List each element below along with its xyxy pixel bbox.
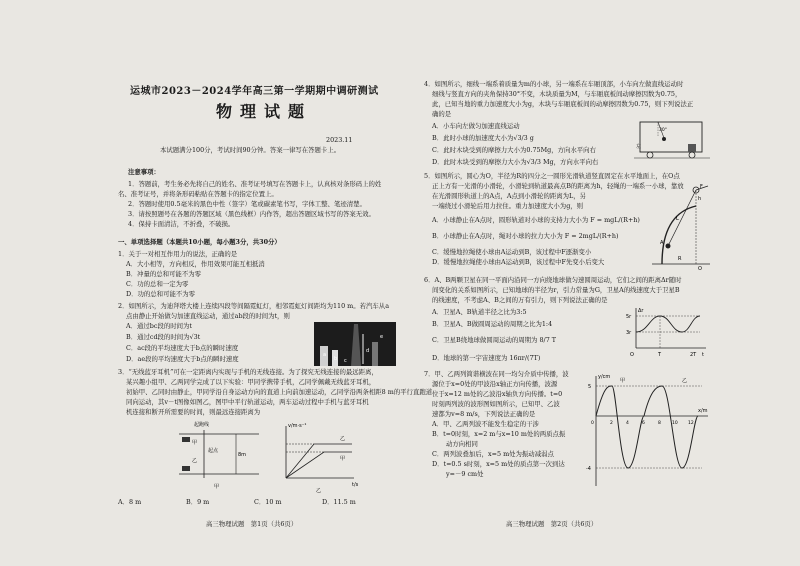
question-5-line: 正上方有一光滑的小滑轮，小滑轮到轨道最高点B的距离为h，轻绳的一端系一小球，靠放 xyxy=(432,182,684,190)
q2-label-e: e xyxy=(380,334,384,340)
question-2-line: 2．如图所示，为迪拜塔大楼上连续四段等间隔霓虹灯，相邻霓虹灯间距均为110 m。若汽车从a xyxy=(118,302,390,310)
question-5-line: 在光滑圆形轨道上的A点，A点到小滑轮的距离为L，另 xyxy=(432,192,587,200)
question-3-line: 机连接和断开所需要的时间，则最远连接距离为 xyxy=(126,408,261,416)
q3-option-a: A．8 m xyxy=(118,498,142,506)
q7-wave-graph xyxy=(586,372,712,490)
question-1-stem: 1．关于一对相互作用力的说法，正确的是 xyxy=(118,250,238,258)
q4-option-c: C．此时木块受到的摩擦力大小为0.75Mg，方向水平向右 xyxy=(432,146,596,154)
question-2-line: 点由静止开始做匀加速直线运动，通过ab段的时间为t，则 xyxy=(126,312,290,320)
q7-option-d: D．t=0.5 s时刻，x=5 m处的质点第一次到达 xyxy=(432,460,565,468)
q2-option-c: C．ac段的平均速度大于b点的瞬时速度 xyxy=(126,344,239,352)
q7-tick-8: 8 xyxy=(658,421,661,426)
q6-3r-label: 3r xyxy=(626,330,632,336)
q7-tick-6: 6 xyxy=(642,421,645,426)
exam-date: 2023.11 xyxy=(326,136,353,144)
question-4-line: 此，已知当地的重力加速度大小为g，木块与车厢底板间的动摩擦因数为0.75，则下列说法正 xyxy=(432,100,694,108)
q6-t-label: T xyxy=(658,352,662,358)
q4-option-a: A．小车向左做匀加速直线运动 xyxy=(432,122,520,130)
question-3-line: 某兴趣小组甲、乙两同学完成了以下实验：甲同学携带手机，乙同学佩戴无线蓝牙耳机， xyxy=(126,378,376,386)
question-7-line: 速都为v=8 m/s，下列说法正确的是 xyxy=(432,410,536,418)
q3-start-line-label: 起跑线 xyxy=(194,422,210,428)
q2-label-a: a xyxy=(323,352,327,358)
q1-option-c: C．功的总和一定为零 xyxy=(126,280,189,288)
q3-label-8m: 8m xyxy=(238,452,247,458)
q7-option-a: A．甲、乙两列波不能发生稳定的干涉 xyxy=(432,420,539,428)
q3-label-yi: 乙 xyxy=(192,458,198,464)
q5-option-c: C．缓慢地拉绳使小球由A运动到B，该过程中F逐渐变小 xyxy=(432,248,592,256)
q1-option-a: A．大小相等，方向相反，作用效果可能互相抵消 xyxy=(126,260,265,268)
q6-t-axis-label: t xyxy=(702,352,704,358)
q3-figures xyxy=(174,420,364,495)
q6-2t-label: 2T xyxy=(690,352,697,358)
exam-note: 本试题满分100分，考试时间90分钟。答案一律写在答题卡上。 xyxy=(160,146,341,154)
q6-origin-label: O xyxy=(630,352,634,358)
q2-tower-photo xyxy=(314,322,396,366)
q2-label-b: b xyxy=(334,356,338,362)
q1-option-b: B．冲量的总和可能不为零 xyxy=(126,270,201,278)
question-6-line: 的线速度，不考虑A、B之间的万有引力，则下列说法正确的是 xyxy=(432,296,608,304)
q7-wave-yi: 乙 xyxy=(682,378,688,384)
question-3-line: 3．“无线蓝牙耳机”可在一定距离内实现与手机的无线连接。为了探究无线连接的最远距离， xyxy=(118,368,378,376)
q3-graph-yi: 乙 xyxy=(340,436,346,442)
notice-item: 1．答题前，考生务必先将自己的姓名、准考证号填写在答题卡上，认真核对条形码上的姓 xyxy=(128,180,382,188)
question-7-line: 时刻两列波的波形图如图所示，已知甲、乙波 xyxy=(432,400,560,408)
q4-angle-label: 30° xyxy=(659,128,667,133)
question-4-line: 4．如图所示，细线一端系着质量为m的小球，另一端系在车厢顶部，小车向左做直线运动时 xyxy=(424,80,684,88)
q7-tick-12: 12 xyxy=(688,421,694,426)
q5-o-label: O xyxy=(698,266,702,270)
q7-tick-0: 0 xyxy=(591,421,594,426)
q7-option-c: C．两列波叠加后，x=5 m处为振动减弱点 xyxy=(432,450,554,458)
q4-left-label: 左 xyxy=(636,144,642,150)
q5-option-d: D．缓慢地拉绳使小球由A运动到B，该过程中F先变小后变大 xyxy=(432,258,605,266)
q7-tick-2: 2 xyxy=(610,421,613,426)
q6-dr-axis-label: Δr xyxy=(638,308,644,314)
question-3-line: 初始甲、乙同时由静止，甲同学沿自身运动方向的直道上向前加速运动，乙同学沿两条相距8 m的平行直跑道 xyxy=(126,388,433,396)
footer-left: 高三物理试题 第1页（共6页） xyxy=(206,520,298,528)
q7-y-neg4-label: -4 xyxy=(586,466,591,472)
q3-option-b: B．9 m xyxy=(186,498,210,506)
q6-option-d: D．地球的第一宇宙速度为 16πr/(7T) xyxy=(432,354,541,362)
q7-tick-10: 10 xyxy=(672,421,678,426)
q3-caption-yi: 乙 xyxy=(316,488,322,494)
q7-y-axis-label: y/cm xyxy=(598,374,611,380)
question-4-line: 确的是 xyxy=(432,110,452,118)
notice-item: 名、准考证号，并将条形码粘贴在答题卡的指定位置上。 xyxy=(118,190,278,198)
question-5-line: 5．如图所示，圆心为O，半径为R的四分之一圆形光滑轨道竖直固定在水平地面上，在O点 xyxy=(424,172,680,180)
q2-label-c: c xyxy=(344,358,347,364)
q7-option-d-cont: y=－9 cm处 xyxy=(446,470,484,478)
q5-l-label: L xyxy=(676,216,679,222)
q2-option-d: D．ae段的平均速度大于b点的瞬时速度 xyxy=(126,355,239,363)
q6-distance-graph xyxy=(624,306,708,358)
q4-option-d: D．此时木块受到的摩擦力大小为√3/3 Mg，方向水平向右 xyxy=(432,158,599,166)
q5-track-figure xyxy=(652,184,710,270)
q3-t-axis-label: t/s xyxy=(352,482,359,488)
footer-right: 高三物理试题 第2页（共6页） xyxy=(506,520,598,528)
notice-heading: 注意事项： xyxy=(128,168,160,176)
q5-r-label: R xyxy=(678,256,682,262)
q7-option-b: B．t=0时刻，x=2 m与x=10 m处的两质点振 xyxy=(432,430,566,438)
q2-option-b: B．通过cd段的时间为√3t xyxy=(126,333,201,341)
q5-h-label: h xyxy=(698,196,702,202)
notice-item: 4．保持卡面清洁，不折叠，不破损。 xyxy=(128,220,235,228)
q3-v-axis-label: v/m·s⁻¹ xyxy=(288,423,307,429)
right-column xyxy=(424,0,714,566)
q5-option-b: B．小球静止在A点时，绳对小球的拉力大小为 F = 2mgL/(R+h) xyxy=(432,232,619,240)
q6-option-a: A．卫星A、B轨道半径之比为3:5 xyxy=(432,308,527,316)
question-7-line: 位于x=12 m处的乙波沿x轴负方向传播。t=0 xyxy=(432,390,563,398)
left-column xyxy=(118,0,433,566)
q5-option-a: A．小球静止在A点时，圆形轨道对小球的支持力大小为 F = mgL/(R+h) xyxy=(432,216,640,224)
q3-label-start: 起点 xyxy=(208,448,219,454)
q2-label-d: d xyxy=(366,348,370,354)
q4-option-b: B．此时小球的加速度大小为√3/3 g xyxy=(432,134,534,142)
question-3-line: 同向运动，其v－t图像如图乙，图甲中平行轨道运动，两车运动过程中手机与蓝牙耳机 xyxy=(126,398,369,406)
q7-tick-4: 4 xyxy=(626,421,629,426)
question-4-line: 细线与竖直方向的夹角保持30°不变，木块质量为M，与车厢底板间动摩擦因数为0.75， xyxy=(432,90,682,98)
subject-title: 物理试题 xyxy=(216,102,313,121)
q7-x-axis-label: x/m xyxy=(698,408,708,414)
question-5-line: 一端绕过小滑轮后用力拉住。重力加速度大小为g，则 xyxy=(432,202,584,210)
q3-option-d: D．11.5 m xyxy=(322,498,356,506)
q3-option-c: C．10 m xyxy=(254,498,282,506)
q7-y-5-label: 5 xyxy=(588,384,592,390)
q3-graph-jia: 甲 xyxy=(340,456,346,462)
question-7-line: 7．甲、乙两列简谐横波在同一均匀介质中传播，波 xyxy=(424,370,569,378)
exam-title: 运城市2023－2024学年高三第一学期期中调研测试 xyxy=(130,86,379,97)
q5-force-label: F xyxy=(700,184,703,190)
q3-label-jia: 甲 xyxy=(192,440,198,446)
q6-option-b: B．卫星A、B做圆周运动的周期之比为1:4 xyxy=(432,320,553,328)
section-heading: 一、单项选择题（本题共10小题，每小题3分，共30分） xyxy=(118,238,281,246)
notice-item: 2．答题时使用0.5毫米的黑色中性（签字）笔或碳素笔书写，字体工整、笔迹清楚。 xyxy=(128,200,366,208)
q7-wave-jia: 甲 xyxy=(620,378,626,384)
q2-option-a: A．通过bc段的时间为t xyxy=(126,322,192,330)
notice-item: 3．请按照题号在各题的答题区域（黑色线框）内作答，超出答题区域书写的答案无效。 xyxy=(128,210,375,218)
q6-option-c: C．卫星B绕地球做圆周运动的周期为 8/7 T xyxy=(432,336,557,344)
q1-option-d: D．功的总和可能不为零 xyxy=(126,290,196,298)
q6-5r-label: 5r xyxy=(626,314,632,320)
q7-option-b-cont: 动方向相同 xyxy=(446,440,478,448)
question-6-line: 6．A、B两颗卫星在同一平面内沿同一方向绕地球做匀速圆周运动，它们之间的距离Δr随时 xyxy=(424,276,682,284)
q3-caption-jia: 甲 xyxy=(214,484,220,490)
question-6-line: 间变化的关系如图所示，已知地球的半径为r，引力常量为G，卫星A的线速度大于卫星B xyxy=(432,286,680,294)
q4-cart-figure xyxy=(634,118,710,162)
question-7-line: 源位于x=0处的甲波沿x轴正方向传播，波源 xyxy=(432,380,558,388)
q5-a-label: A xyxy=(660,240,664,246)
